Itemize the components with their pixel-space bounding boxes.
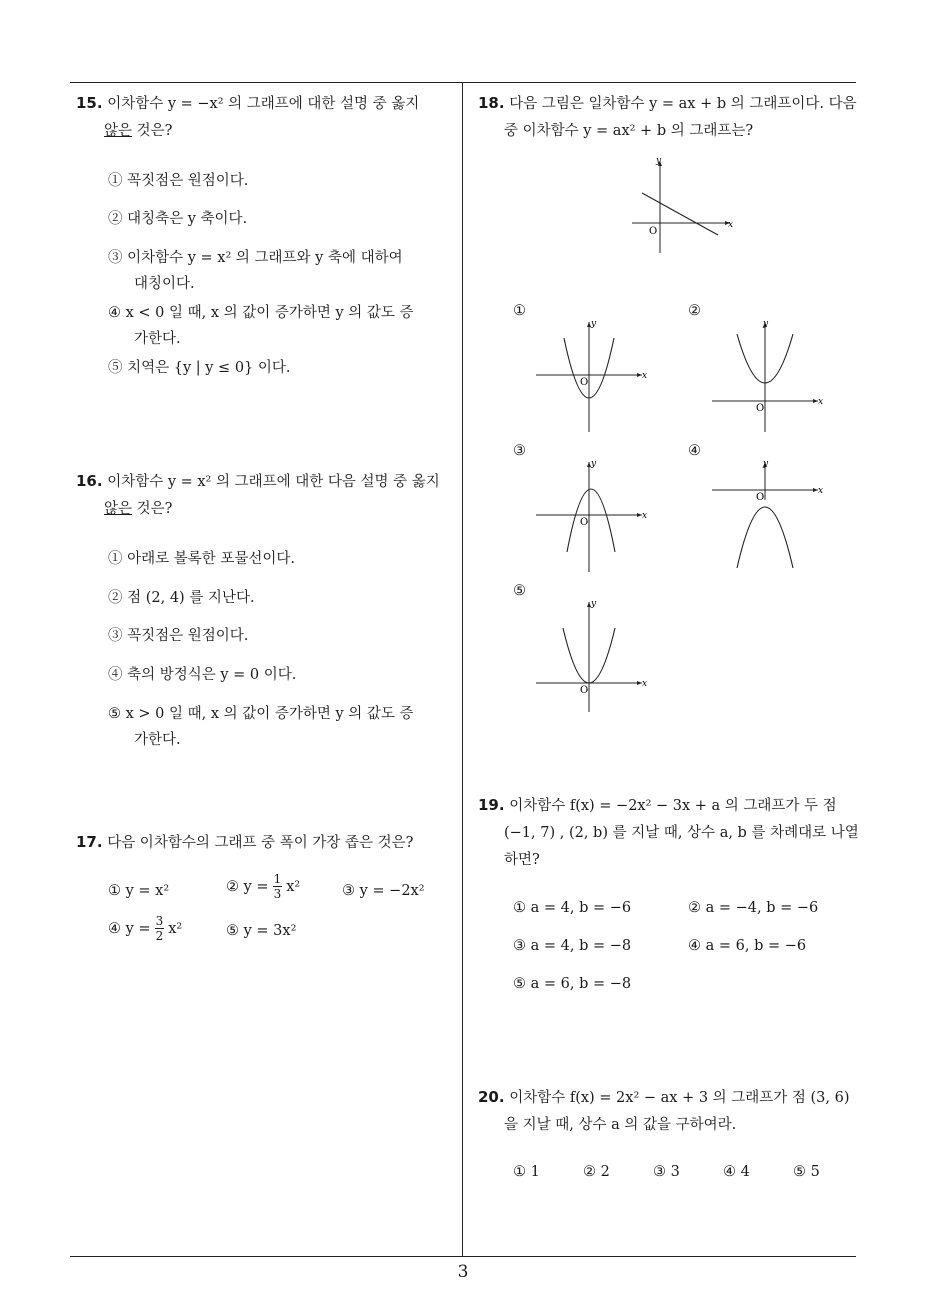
question-15-stem <box>76 90 458 145</box>
x-axis-label: x <box>728 220 734 230</box>
q20-option-3[interactable]: ③ 3 <box>653 1164 680 1180</box>
q15-option-3[interactable]: ③ 이차함수 y = x² 의 그래프와 y 축에 대하여 <box>108 250 403 266</box>
option-5-graph <box>534 596 654 714</box>
q18-option-4[interactable]: ④ <box>688 443 701 459</box>
x-axis-label: x <box>818 486 824 496</box>
y-axis-label: y <box>591 319 597 329</box>
option-4-graph <box>710 456 830 574</box>
fraction-denominator: 3 <box>273 887 282 901</box>
q17-option-4[interactable] <box>108 914 182 943</box>
origin-label: O <box>756 403 765 414</box>
question-text: 이차함수 f(x) = −2x² − 3x + a 의 그래프가 두 점 <box>509 798 837 814</box>
q19-option-2[interactable]: ② a = −4, b = −6 <box>688 900 819 916</box>
underlined-word: 않은 <box>104 123 133 139</box>
question-text: 것은? <box>132 123 173 139</box>
q15-option-1[interactable]: ① 꼭짓점은 원점이다. <box>108 173 249 189</box>
bottom-rule <box>70 1256 856 1257</box>
question-number: 15. <box>76 94 103 112</box>
top-rule <box>70 82 856 83</box>
column-divider <box>462 82 463 1257</box>
question-18-stem <box>478 90 868 145</box>
question-text: 하면? <box>504 852 540 868</box>
question-number: 20. <box>478 1088 505 1106</box>
q19-option-5[interactable]: ⑤ a = 6, b = −8 <box>513 976 632 992</box>
option-prefix: ④ y = <box>108 920 151 937</box>
question-16-stem <box>76 468 458 523</box>
origin-label: O <box>649 226 658 237</box>
question-20-stem <box>478 1084 868 1139</box>
x-axis-label: x <box>818 397 824 407</box>
fraction-denominator: 2 <box>155 929 164 943</box>
question-number: 19. <box>478 796 505 814</box>
q16-option-5-cont: 가한다. <box>134 732 181 748</box>
question-text: 이차함수 y = −x² 의 그래프에 대한 설명 중 옳지 <box>107 96 420 112</box>
option-suffix: x² <box>286 878 301 895</box>
q17-option-2[interactable] <box>226 872 300 901</box>
y-axis-label: y <box>763 319 769 329</box>
q19-option-3[interactable]: ③ a = 4, b = −8 <box>513 938 632 954</box>
q16-option-2[interactable]: ② 점 (2, 4) 를 지난다. <box>108 590 255 606</box>
fraction-numerator: 1 <box>273 872 282 886</box>
y-axis-label: y <box>591 599 597 609</box>
x-axis-label: x <box>642 371 648 381</box>
q15-option-4-cont: 가한다. <box>134 331 181 347</box>
question-number: 16. <box>76 472 103 490</box>
q16-option-3[interactable]: ③ 꼭짓점은 원점이다. <box>108 628 249 644</box>
question-17-stem <box>76 829 458 857</box>
origin-label: O <box>580 377 589 388</box>
page-number: 3 <box>457 1262 469 1282</box>
q15-option-5[interactable]: ⑤ 치역은 {y | y ≤ 0} 이다. <box>108 360 291 376</box>
question-19-stem <box>478 792 868 874</box>
question-number: 17. <box>76 833 103 851</box>
q16-option-1[interactable]: ① 아래로 볼록한 포물선이다. <box>108 551 296 567</box>
q15-option-4[interactable]: ④ x < 0 일 때, x 의 값이 증가하면 y 의 값도 증 <box>108 305 414 321</box>
fraction-numerator: 3 <box>155 914 164 928</box>
linear-function-graph <box>628 155 738 255</box>
origin-label: O <box>756 492 765 503</box>
option-2-graph <box>710 316 830 434</box>
question-text: (−1, 7) , (2, b) 를 지날 때, 상수 a, b 를 차례대로 나열 <box>504 825 859 841</box>
q20-option-2[interactable]: ② 2 <box>583 1164 610 1180</box>
y-axis-label: y <box>656 156 662 166</box>
q16-option-5[interactable]: ⑤ x > 0 일 때, x 의 값이 증가하면 y 의 값도 증 <box>108 706 414 722</box>
question-text: 다음 이차함수의 그래프 중 폭이 가장 좁은 것은? <box>107 835 414 851</box>
q18-option-5[interactable]: ⑤ <box>513 583 526 599</box>
option-3-graph <box>534 456 654 574</box>
q18-option-1[interactable]: ① <box>513 303 526 319</box>
question-text: 중 이차함수 y = ax² + b 의 그래프는? <box>504 123 754 139</box>
question-text: 이차함수 y = x² 의 그래프에 대한 다음 설명 중 옳지 <box>107 474 440 490</box>
option-suffix: x² <box>168 920 183 937</box>
q20-option-5[interactable]: ⑤ 5 <box>793 1164 820 1180</box>
origin-label: O <box>580 685 589 696</box>
q19-option-4[interactable]: ④ a = 6, b = −6 <box>688 938 807 954</box>
q20-option-4[interactable]: ④ 4 <box>723 1164 750 1180</box>
question-number: 18. <box>478 94 505 112</box>
q15-option-2[interactable]: ② 대칭축은 y 축이다. <box>108 211 248 227</box>
q17-option-5[interactable]: ⑤ y = 3x² <box>226 923 297 939</box>
q18-option-2[interactable]: ② <box>688 303 701 319</box>
x-axis-label: x <box>642 511 648 521</box>
fraction <box>155 914 165 943</box>
x-axis-label: x <box>642 679 648 689</box>
q18-option-3[interactable]: ③ <box>513 443 526 459</box>
question-text: 것은? <box>132 501 173 517</box>
underlined-word: 않은 <box>104 501 133 517</box>
q15-option-3-cont: 대칭이다. <box>134 276 195 292</box>
y-axis-label: y <box>763 459 769 469</box>
option-prefix: ② y = <box>226 878 269 895</box>
q17-option-1[interactable]: ① y = x² <box>108 883 170 899</box>
origin-label: O <box>580 517 589 528</box>
question-text: 이차함수 f(x) = 2x² − ax + 3 의 그래프가 점 (3, 6) <box>509 1090 850 1106</box>
q20-option-1[interactable]: ① 1 <box>513 1164 540 1180</box>
question-text: 을 지날 때, 상수 a 의 값을 구하여라. <box>504 1117 737 1133</box>
fraction <box>273 872 283 901</box>
q16-option-4[interactable]: ④ 축의 방정식은 y = 0 이다. <box>108 667 297 683</box>
y-axis-label: y <box>591 459 597 469</box>
q19-option-1[interactable]: ① a = 4, b = −6 <box>513 900 632 916</box>
option-1-graph <box>534 316 654 434</box>
question-text: 다음 그림은 일차함수 y = ax + b 의 그래프이다. 다음 <box>509 96 857 112</box>
q17-option-3[interactable]: ③ y = −2x² <box>342 883 425 899</box>
